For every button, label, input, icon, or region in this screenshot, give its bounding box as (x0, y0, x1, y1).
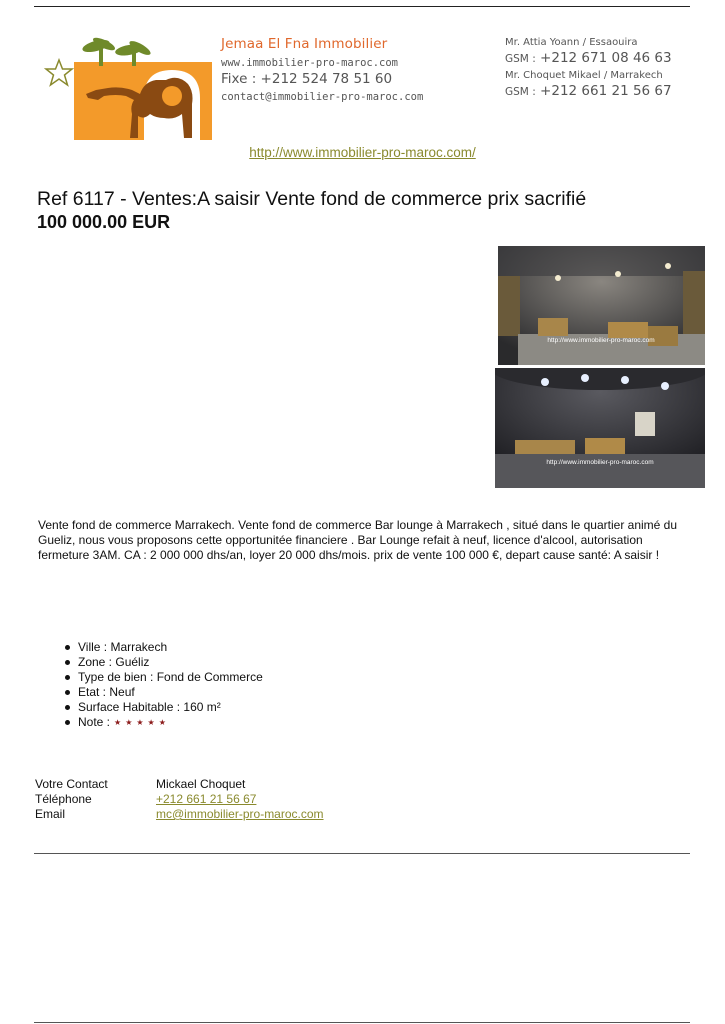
agency-phone: Fixe : +212 524 78 51 60 (221, 71, 393, 87)
spec-zone: Zone : Guéliz (78, 655, 150, 669)
listing-photo-1 (498, 246, 705, 365)
agent1-gsm-number: +212 671 08 46 63 (540, 50, 672, 66)
spec-surface: Surface Habitable : 160 m² (78, 700, 221, 714)
listing-specs (62, 640, 263, 730)
agent2-gsm (505, 82, 672, 99)
listing-description: Vente fond de commerce Marrakech. Vente fond de commerce Bar lounge à Marrakech , situé dans le quartier animé du Gueliz, nous vous proposons cette opportunitée financiere . Bar Lounge refait à neuf, licence d'alcool, autorisation fermeture 3AM. CA : 2 000 000 dhs/an, loyer 20 000 dhs/mois. prix de vente 100 000 €, depart cause santé: A saisir ! (38, 518, 678, 562)
spec-item (62, 640, 263, 655)
agency-website: www.immobilier-pro-maroc.com (221, 56, 399, 69)
phone-link[interactable]: +212 661 21 56 67 (156, 792, 257, 806)
top-divider (34, 6, 690, 7)
spec-state: Etat : Neuf (78, 685, 135, 699)
agent1-name: Mr. Attia Yoann / Essaouira (505, 37, 638, 48)
footer-divider (34, 853, 690, 854)
contact-block (35, 777, 324, 822)
spec-item (62, 685, 263, 700)
moroccan-star-icon (44, 58, 74, 88)
listing-title: Ref 6117 - Ventes:A saisir Vente fond de commerce prix sacrifié (37, 188, 587, 210)
contact-row (35, 777, 324, 792)
agent1-gsm-label: GSM : (505, 53, 536, 65)
listing-price: 100 000.00 EUR (37, 212, 171, 232)
spec-item (62, 655, 263, 670)
website-link[interactable]: http://www.immobilier-pro-maroc.com/ (249, 145, 476, 160)
agent2-gsm-number: +212 661 21 56 67 (540, 82, 672, 99)
agent2-name: Mr. Choquet Mikael / Marrakech (505, 69, 663, 81)
listing-photo-2 (495, 368, 705, 488)
agent1-gsm (505, 52, 672, 66)
agent2-gsm-label: GSM : (505, 85, 536, 98)
spec-item (62, 700, 263, 715)
photo1-watermark: http://www.immobilier-pro-maroc.com (547, 337, 655, 344)
spec-city: Ville : Marrakech (78, 640, 168, 654)
phone-row (35, 792, 324, 807)
photo2-watermark: http://www.immobilier-pro-maroc.com (546, 459, 654, 466)
email-label: Email (35, 807, 66, 821)
spec-item (62, 670, 263, 685)
contact-name: Mickael Choquet (156, 777, 246, 791)
contact-label: Votre Contact (35, 777, 108, 791)
email-row (35, 807, 324, 822)
spec-item (62, 715, 263, 730)
rating-stars-icon: ★★★★★ (114, 718, 170, 727)
agency-name: Jemaa El Fna Immobilier (221, 36, 388, 52)
spec-rating-label: Note : (78, 715, 111, 729)
agency-info (221, 38, 423, 102)
agent-contacts (505, 38, 672, 98)
camel-logo-icon (74, 34, 212, 140)
bottom-divider (34, 1022, 690, 1023)
email-link[interactable]: mc@immobilier-pro-maroc.com (156, 807, 324, 821)
spec-type: Type de bien : Fond de Commerce (78, 670, 263, 684)
agency-email: contact@immobilier-pro-maroc.com (221, 90, 424, 103)
phone-label: Téléphone (35, 792, 92, 806)
